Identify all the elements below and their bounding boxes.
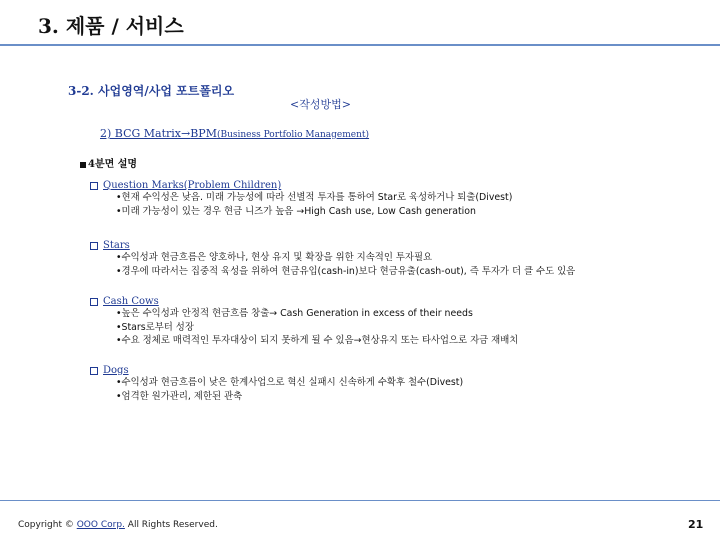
category-title-text: Question Marks(Problem Children) [103,180,282,191]
quadrant-heading-label: 4분면 설명 [88,159,138,170]
bullet-item: •경우에 따라서는 집중적 육성을 위하여 현금유입(cash-in)보다 현금유출(cash-out), 즉 투자가 더 클 수도 있음 [116,265,576,277]
bullet-item: •Stars로부터 성장 [116,321,194,333]
category-stars [90,240,575,278]
bullet-item: •수요 정체로 매력적인 투자대상이 되지 못하게 될 수 있음→현상유지 또는 타사업으로 자금 재배치 [116,335,519,346]
category-title [90,180,512,191]
section-subtitle: 3-2. 사업영역/사업 포트폴리오 [68,84,235,98]
page-number: 21 [688,518,704,531]
copyright-prefix: Copyright © [18,520,74,530]
matrix-target: BPM [190,127,217,140]
matrix-full: (Business Portfolio Management) [216,130,370,140]
quadrant-heading [80,155,137,170]
category-title-text: Cash Cows [103,296,159,307]
page-title: 3. 제품 / 서비스 [38,14,184,38]
footer-divider [0,500,720,501]
category-title-text: Dogs [103,365,129,376]
category-title-text: Stars [103,240,130,251]
checkbox-square-icon [90,182,98,190]
matrix-main: 2) BCG Matrix [100,127,181,140]
bullet-item: •수익성과 현금흐름은 양호하나, 현상 유지 및 확장을 위한 지속적인 투자필요 [116,252,433,263]
category-title [90,365,463,376]
category-dogs [90,365,463,403]
footer-copyright [18,520,218,530]
method-label: <작성방법> [290,98,351,111]
bullet-item: •높은 수익성과 안정적 현금흐름 창출→ Cash Generation in excess of their needs [116,308,473,319]
checkbox-square-icon [90,298,98,306]
category-question-marks [90,180,512,218]
bullet-item: •미래 가능성이 있는 경우 현금 니즈가 높음 →High Cash use, Low Cash generation [116,205,476,217]
checkbox-square-icon [90,367,98,375]
square-bullet-icon [80,162,86,168]
bullet-item: •현재 수익성은 낮음. 미래 가능성에 따라 선별적 투자를 통하여 Star로 육성하거나 퇴출(Divest) [116,192,513,203]
arrow-icon: → [181,127,191,140]
title-divider [0,44,720,46]
rights-text: All Rights Reserved. [127,520,218,530]
bullet-item: •엄격한 원가관리, 제한된 관축 [116,390,243,402]
bullet-item: •수익성과 현금흐름이 낮은 한계사업으로 혁신 실패시 신속하게 수확후 철수(Divest) [116,377,464,388]
category-title [90,296,518,307]
checkbox-square-icon [90,242,98,250]
category-cash-cows [90,296,518,348]
corp-name: OOO Corp. [76,520,125,530]
matrix-heading [100,127,369,140]
category-title [90,240,575,251]
